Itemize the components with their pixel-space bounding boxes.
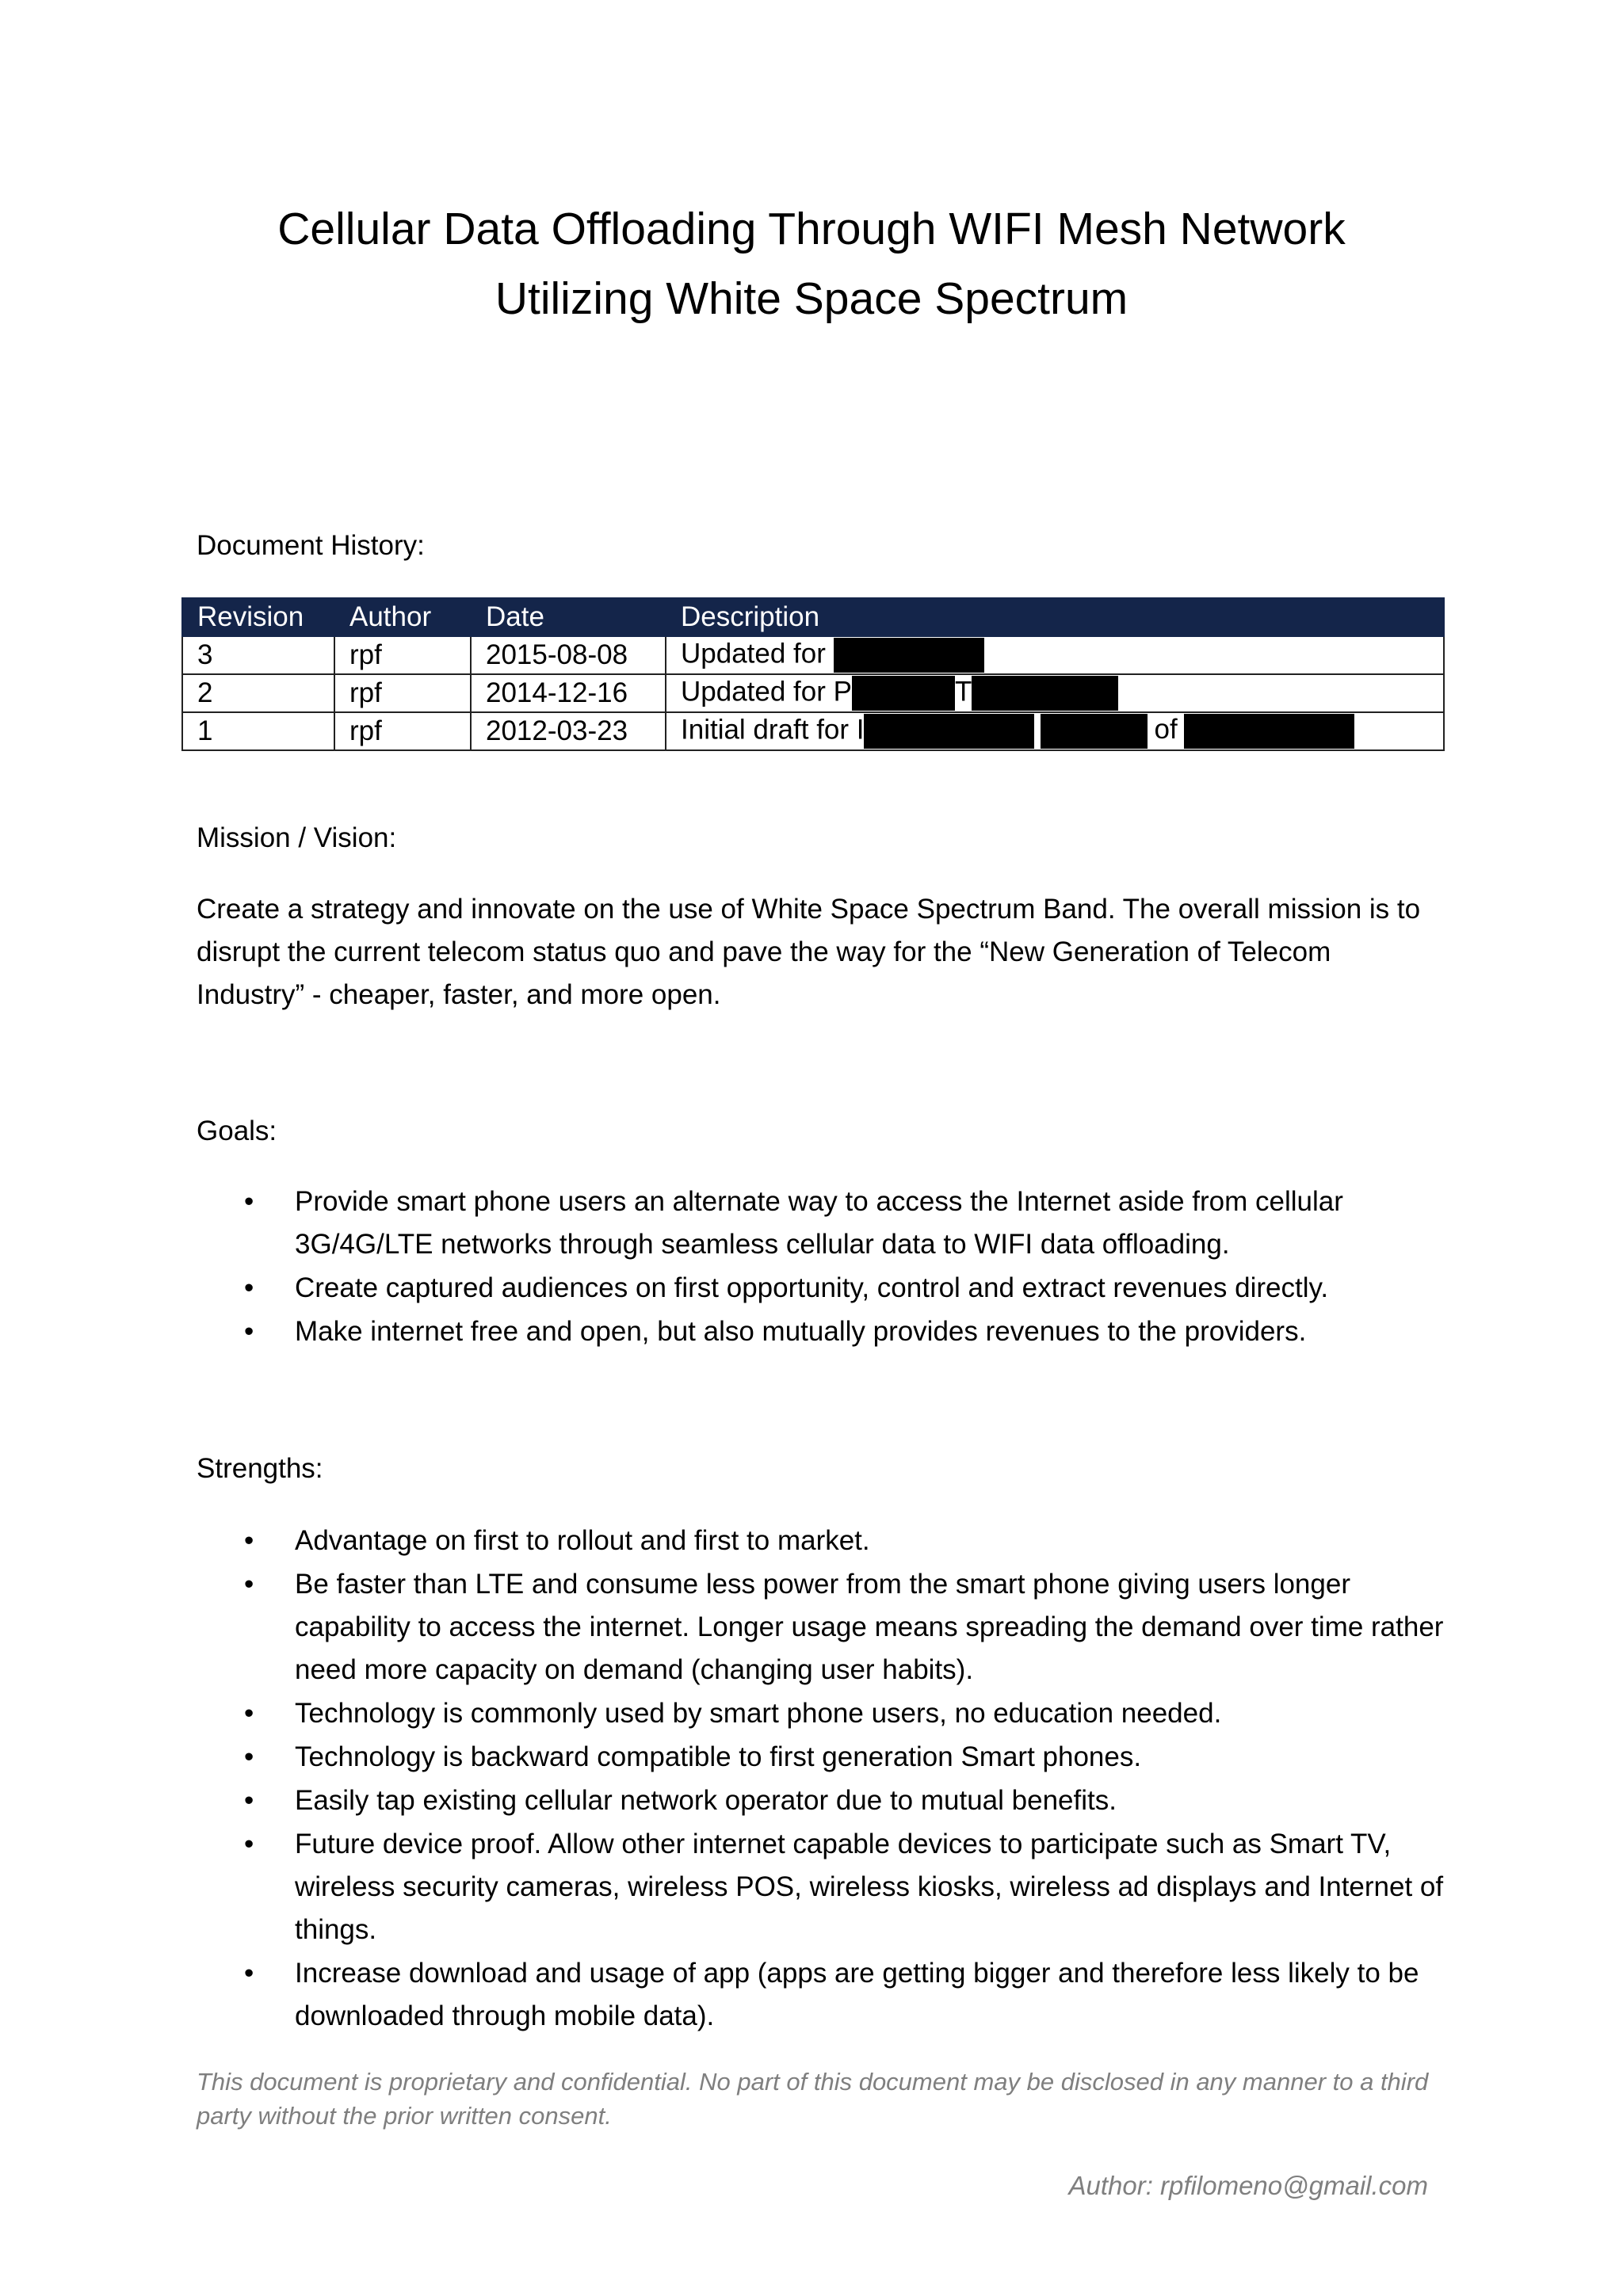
header-date: Date (471, 598, 666, 636)
list-item-text: Future device proof. Allow other internet capable devices to participate such as Smart TV, wireless security cameras, wireless POS, wireless kiosks, wireless ad displays and Internet of things. (295, 1829, 1444, 1945)
description-text: of (1154, 714, 1178, 746)
list-item-text: Create captured audiences on first opportunity, control and extract revenues directly. (295, 1272, 1329, 1303)
description-text: Initial draft for I (681, 714, 865, 746)
cell-author: rpf (334, 712, 471, 750)
table-row (182, 674, 1444, 712)
header-revision: Revision (182, 598, 334, 636)
cell-revision: 2 (182, 674, 334, 712)
cell-author: rpf (334, 674, 471, 712)
list-item-text: Increase download and usage of app (apps are getting bigger and therefore less likely to be downloaded through mobile data). (295, 1958, 1419, 2031)
bullet-icon: • (244, 1958, 254, 1989)
redaction-bar (864, 714, 1034, 749)
bullet-icon: • (244, 1741, 254, 1772)
cell-date: 2015-08-08 (471, 636, 666, 674)
history-label: Document History: (197, 530, 425, 561)
table-row (182, 636, 1444, 674)
strengths-label: Strengths: (197, 1453, 323, 1484)
document-title (0, 194, 1623, 334)
cell-description (666, 636, 1444, 674)
header-description: Description (666, 598, 1444, 636)
table-header-row (182, 598, 1444, 636)
goals-list (197, 1180, 1449, 1354)
author-email: Author: rpfilomeno@gmail.com (1068, 2171, 1428, 2200)
cell-description (666, 712, 1444, 750)
list-item (197, 1267, 1449, 1310)
list-item (197, 1823, 1449, 1951)
list-item (197, 1952, 1449, 2038)
description-text: T (954, 676, 972, 707)
list-item-text: Advantage on first to rollout and first to market. (295, 1525, 870, 1556)
redaction-bar (834, 638, 984, 673)
list-item-text: Technology is backward compatible to first generation Smart phones. (295, 1741, 1142, 1772)
cell-revision: 1 (182, 712, 334, 750)
bullet-icon: • (244, 1569, 254, 1600)
list-item-text: Easily tap existing cellular network operator due to mutual benefits. (295, 1785, 1117, 1816)
cell-date: 2012-03-23 (471, 712, 666, 750)
description-text: Updated for (681, 638, 834, 669)
cell-author: rpf (334, 636, 471, 674)
cell-revision: 3 (182, 636, 334, 674)
bullet-icon: • (244, 1698, 254, 1729)
list-item (197, 1779, 1449, 1822)
redaction-bar (972, 676, 1118, 711)
list-item (197, 1736, 1449, 1779)
title-line-1: Cellular Data Offloading Through WIFI Mesh Network (277, 204, 1346, 254)
mission-text: Create a strategy and innovate on the use of White Space Spectrum Band. The overall mission is to disrupt the current telecom status quo and pave the way for the “New Generation of Telecom Industry” - cheaper, faster, and more open. (197, 894, 1421, 1010)
confidentiality-notice: This document is proprietary and confidential. No part of this document may be disclosed in any manner to a third party without the prior written consent. (197, 2068, 1429, 2130)
list-item-text: Provide smart phone users an alternate way to access the Internet aside from cellular 3G/4G/LTE networks through seamless cellular data to WIFI data offloading. (295, 1186, 1343, 1260)
redaction-bar (852, 676, 955, 711)
list-item (197, 1520, 1449, 1562)
strengths-list (197, 1520, 1449, 2039)
list-item (197, 1180, 1449, 1266)
bullet-icon: • (244, 1316, 254, 1347)
goals-label: Goals: (197, 1116, 277, 1146)
list-item-text: Be faster than LTE and consume less power from the smart phone giving users longer capability to access the internet. Longer usage means spreading the demand over time rather need more capacity on demand (changing user habits). (295, 1569, 1444, 1685)
document-history-table (181, 597, 1445, 751)
bullet-icon: • (244, 1829, 254, 1859)
description-text: Updated for P (681, 676, 852, 707)
title-line-2: Utilizing White Space Spectrum (495, 273, 1128, 324)
list-item-text: Make internet free and open, but also mutually provides revenues to the providers. (295, 1316, 1307, 1347)
bullet-icon: • (244, 1186, 254, 1217)
bullet-icon: • (244, 1525, 254, 1556)
header-author: Author (334, 598, 471, 636)
table-row (182, 712, 1444, 750)
list-item (197, 1563, 1449, 1691)
list-item-text: Technology is commonly used by smart phone users, no education needed. (295, 1698, 1222, 1729)
cell-description (666, 674, 1444, 712)
list-item (197, 1310, 1449, 1353)
redaction-bar (1184, 714, 1354, 749)
list-item (197, 1692, 1449, 1735)
cell-date: 2014-12-16 (471, 674, 666, 712)
redaction-bar (1041, 714, 1148, 749)
mission-label: Mission / Vision: (197, 822, 397, 853)
bullet-icon: • (244, 1272, 254, 1303)
bullet-icon: • (244, 1785, 254, 1816)
